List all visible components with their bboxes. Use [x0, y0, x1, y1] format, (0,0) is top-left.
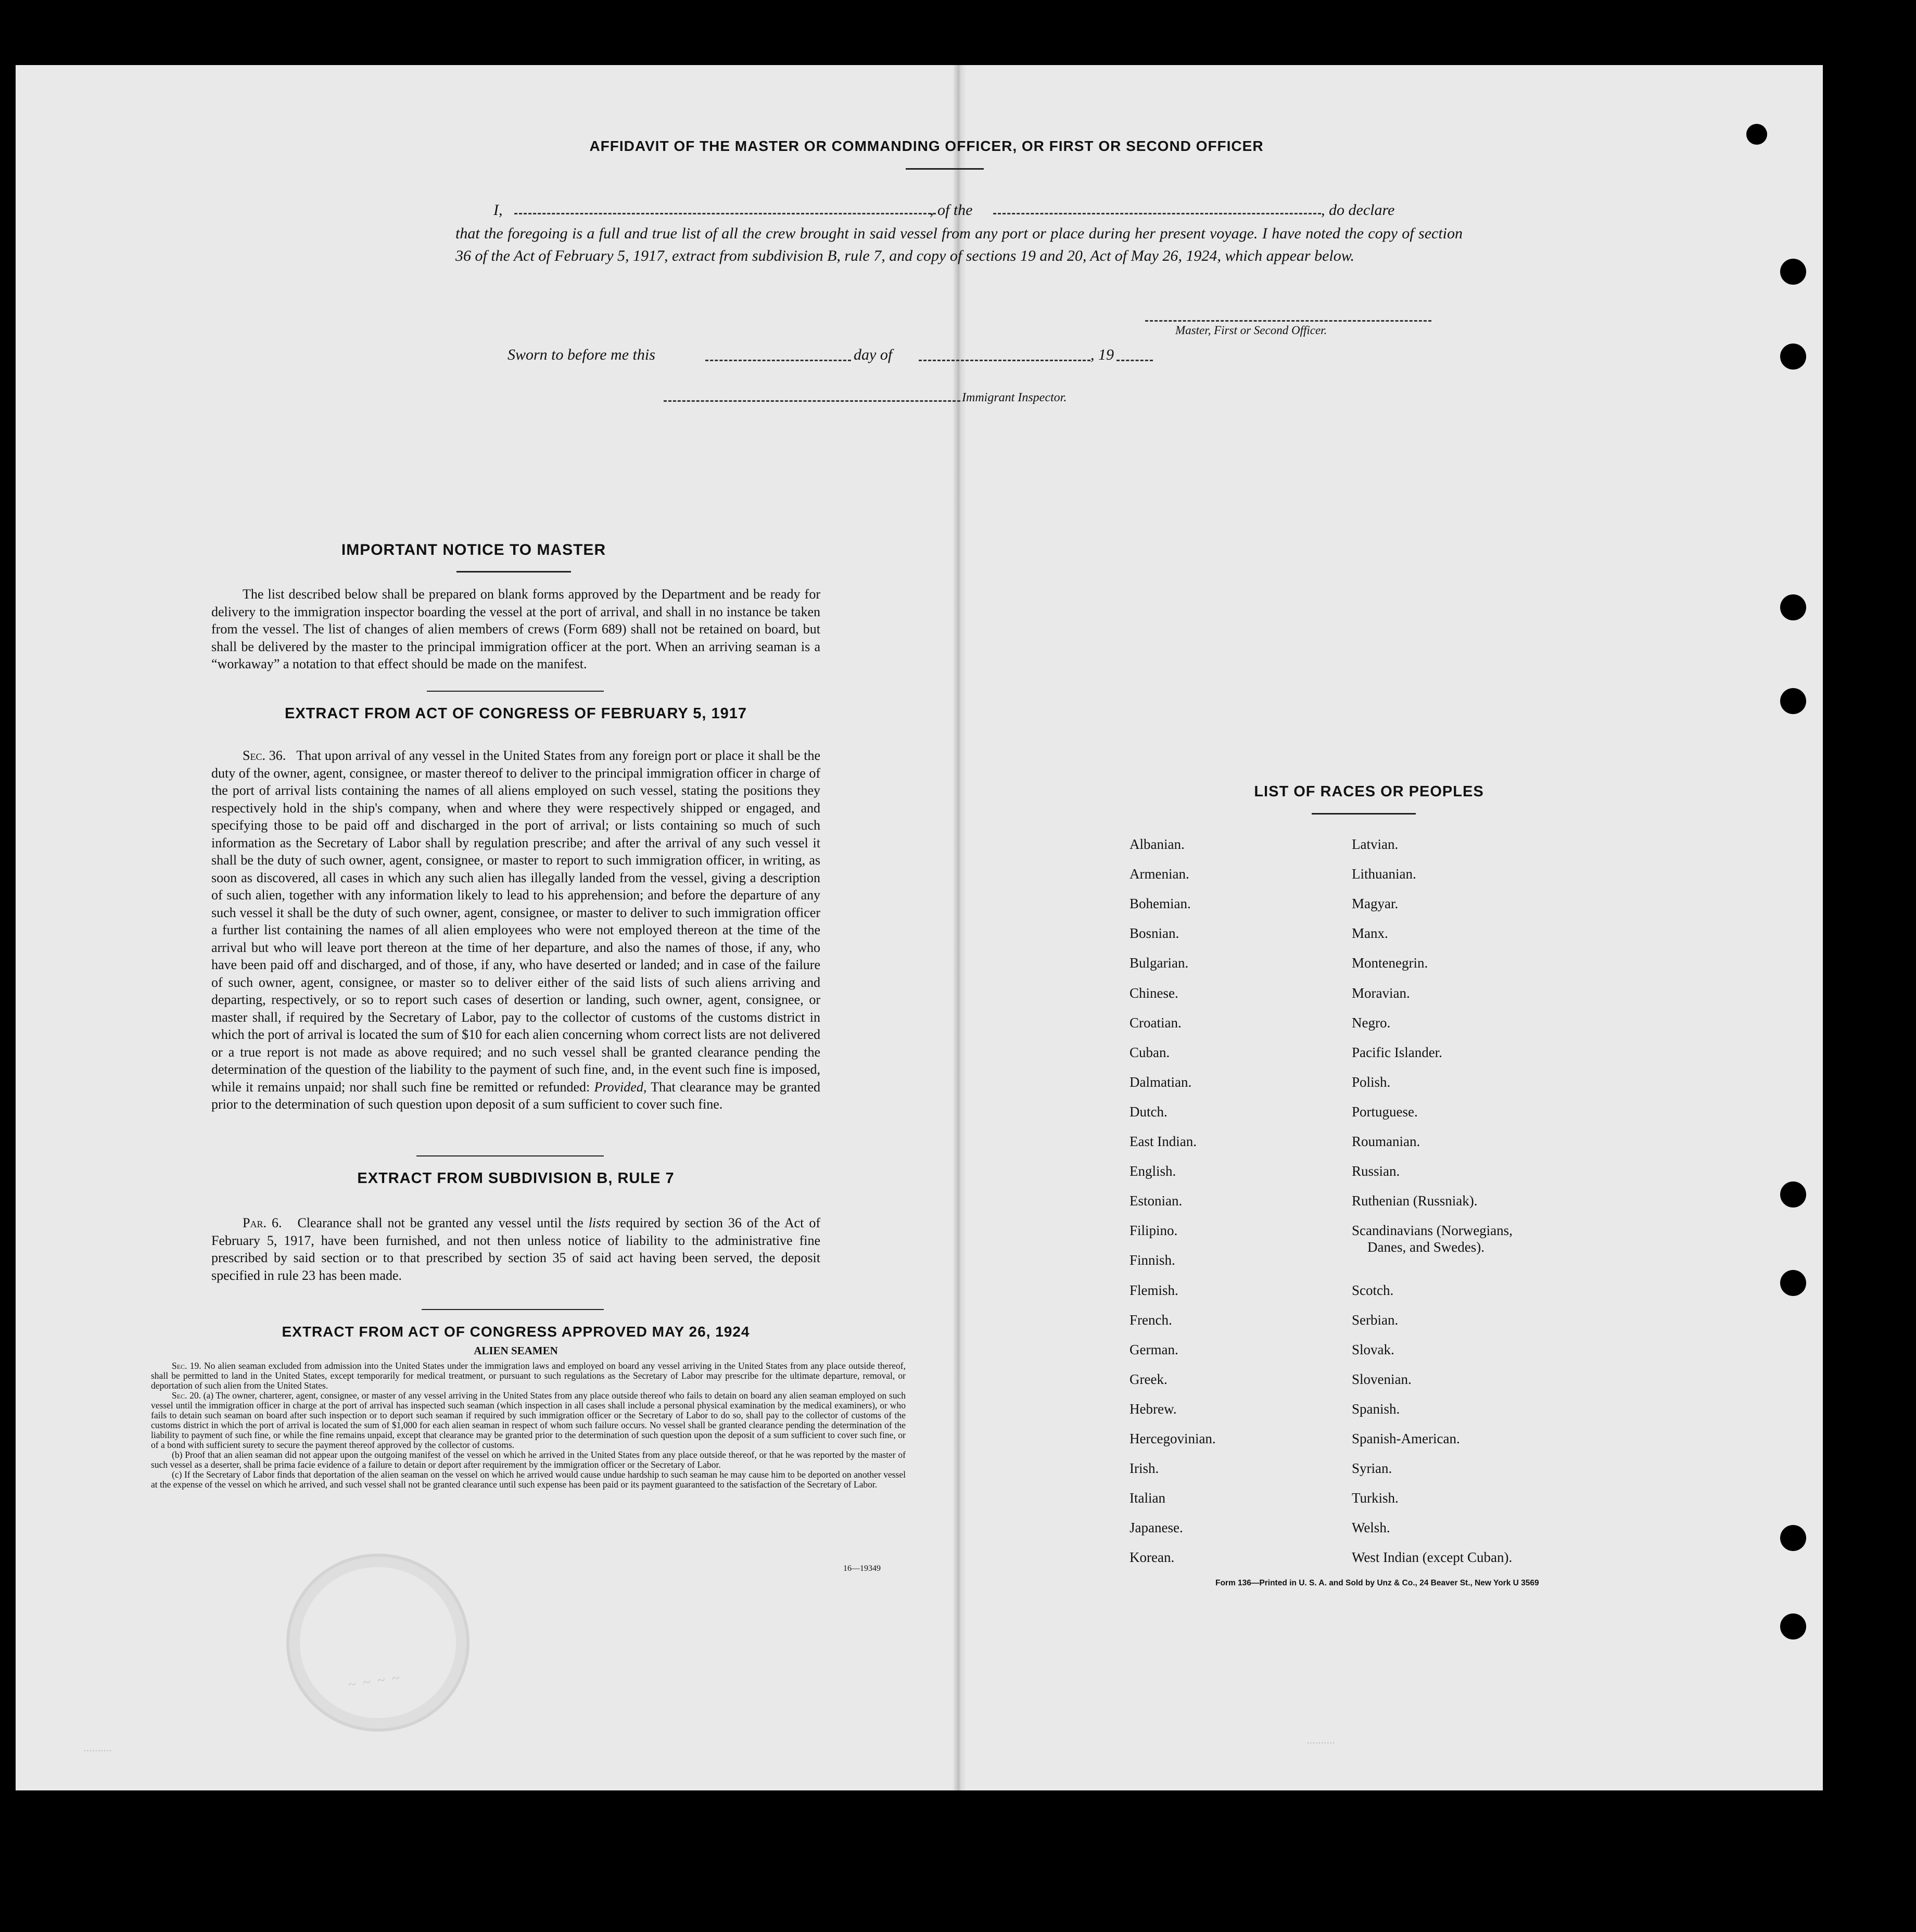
race-item: Dutch.	[1130, 1103, 1168, 1120]
race-item: West Indian (except Cuban).	[1352, 1549, 1513, 1566]
race-item: Scotch.	[1352, 1282, 1394, 1298]
race-item: Filipino.	[1130, 1223, 1178, 1239]
race-item: Finnish.	[1130, 1252, 1175, 1268]
race-item: Cuban.	[1130, 1044, 1170, 1060]
race-item: Latvian.	[1352, 836, 1399, 852]
race-item: Syrian.	[1352, 1460, 1392, 1477]
race-item: Moravian.	[1352, 985, 1410, 1001]
declare-of-the: , of the	[930, 201, 973, 219]
declare-i: I,	[493, 201, 503, 219]
races-title: LIST OF RACES OR PEOPLES	[1254, 783, 1484, 800]
sec36-text: That upon arrival of any vessel in the United States from any foreign port or place it shall be the duty of the owner, agent, consignee, or master thereof to deliver to the principal immigration officer in charge of the port of arrival lists containing the names of all aliens employed on such vessel, stating the positions they respectively hold in the ship's company, when and where they were respectively shipped or engaged, and specifying those to be paid off and discharged in the port of arrival; or lists containing so much of such information as the Secretary of Labor shall by regulation prescribe; and after the arrival of any such vessel it shall be the duty of such owner, agent, consignee, or master to report to such immigration officer, in writing, as soon as discovered, all cases in which any such alien has illegally landed from the vessel, giving a description of such alien, together with any information likely to lead to his apprehension; and before the departure of any such vessel it shall be the duty of such owner, agent, consignee, or master to deliver to such immigration officer a further list containing the names of all alien employees who were not employed thereon at the time of the arrival but who will leave port thereon at the time of her departure, and also the names of those, if any, who have been paid off and discharged, and of those, if any, who have deserted or landed; and in case of the failure of such owner, agent, consignee, or master so to deliver either of the said lists of such aliens arriving and departing, respectively, or so to report such cases of desertion or landing, such owner, agent, consignee, or master shall, if required by the Secretary of Labor, pay to the collector of customs of the customs district in which the port of arrival is located the sum of $10 for each alien concerning whom correct lists are not delivered or a true report is not made as above required; and no such vessel shall be granted clearance pending the determination of the question of the liability to the payment of such fine, and, in the event such fine is imposed, while it remains unpaid; nor shall such fine be remitted or refunded:	[211, 748, 820, 1095]
race-item: Turkish.	[1352, 1490, 1399, 1506]
extract-1924-subtitle: ALIEN SEAMEN	[474, 1344, 558, 1357]
race-item: Lithuanian.	[1352, 866, 1416, 882]
punch-hole-icon	[1780, 1525, 1806, 1551]
race-item: Estonian.	[1130, 1193, 1183, 1209]
sec20c-text: (c) If the Secretary of Labor finds that deportation of the alien seaman on the vessel on which he arrived would cause undue hardship to such seaman he may cause him to be deported on another vessel at the expense of the vessel on which he arrived, and such vessel shall not be granted clearance until such expense has been paid or its payment guaranteed to the satisfaction of the Secretary of Labor.	[151, 1469, 906, 1490]
sec20-label: Sec. 20.	[172, 1390, 201, 1401]
declare-end: , do declare	[1321, 201, 1395, 219]
race-item: Albanian.	[1130, 836, 1185, 852]
race-item: English.	[1130, 1163, 1176, 1179]
race-item: Hercegovinian.	[1130, 1431, 1216, 1446]
race-item: Japanese.	[1130, 1520, 1183, 1536]
race-item: Roumanian.	[1352, 1134, 1420, 1149]
race-item: Portuguese.	[1352, 1103, 1418, 1120]
rule7-divider	[422, 1309, 604, 1310]
sworn-day-blank	[705, 360, 851, 361]
race-item: Hebrew.	[1130, 1401, 1177, 1417]
race-item: East Indian.	[1130, 1134, 1197, 1149]
punch-hole-icon	[1746, 124, 1767, 145]
extract-1917-body	[211, 747, 820, 1113]
sec36-label: Sec. 36.	[243, 748, 286, 763]
rule7-text-b: required by section 36 of the Act of February 5, 1917, have been furnished, and not then unless notice of liability to the administrative fine prescribed by said section or to that prescribed by section 35 of said act having been served, the deposit specified in rule 23 has been made.	[211, 1215, 821, 1283]
document-page	[16, 65, 1823, 1790]
punch-hole-icon	[1780, 344, 1806, 370]
race-item: Croatian.	[1130, 1014, 1182, 1031]
declaration-line	[493, 201, 1555, 219]
inspector-caption: Immigrant Inspector.	[962, 391, 1067, 404]
race-item: German.	[1130, 1341, 1178, 1357]
name-blank	[514, 213, 936, 214]
punch-hole-icon	[1780, 1181, 1806, 1208]
punch-hole-icon	[1780, 1613, 1806, 1639]
notice-divider	[427, 691, 604, 692]
extract-1924-body	[151, 1361, 906, 1490]
extract-1924-title: EXTRACT FROM ACT OF CONGRESS APPROVED MAY 26, 1924	[282, 1324, 750, 1340]
race-item: Armenian.	[1130, 866, 1189, 882]
sec20-text: (a) The owner, charterer, agent, consignee, or master of any vessel arriving in the United States from any place outside thereof who fails to detain on board any alien seaman employed on such vessel until the immigration officer in charge at the port of arrival has inspected such seaman (which inspection in all cases shall include a personal physical examination by the medical examiners), or who fails to detain such seaman on board after such inspection or to deport such seaman if required by such immigration officer or the Secretary of Labor to do so, shall pay to the collector of customs of the customs district in which the port of arrival is located the sum of $1,000 for each alien seaman in respect of whom such failure occurs. No vessel shall be granted clearance pending the determination of the liability to payment of such fine, or while the fine remains unpaid, except that clearance may be granted prior to the determination of such question upon the deposit of a sum sufficient to cover such fine, or of a bond with sufficient surety to secure the payment thereof approved by the collector of customs.	[151, 1390, 906, 1450]
race-item: Korean.	[1130, 1549, 1175, 1566]
rule7-body	[211, 1214, 820, 1284]
race-item: Manx.	[1352, 925, 1388, 942]
par6-label: Par. 6.	[243, 1215, 282, 1230]
race-item: Slovak.	[1352, 1341, 1394, 1357]
race-item: Bulgarian.	[1130, 955, 1189, 971]
race-item: Spanish.	[1352, 1401, 1400, 1417]
punch-hole-icon	[1780, 594, 1806, 620]
race-item: Irish.	[1130, 1460, 1159, 1477]
race-item: Polish.	[1352, 1074, 1391, 1090]
sworn-year-blank	[1116, 360, 1153, 361]
affidavit-title: AFFIDAVIT OF THE MASTER OR COMMANDING OFFICER, OR FIRST OR SECOND OFFICER	[589, 138, 1264, 154]
rule7-title: EXTRACT FROM SUBDIVISION B, RULE 7	[357, 1170, 675, 1187]
race-item: Ruthenian (Russniak).	[1352, 1193, 1478, 1209]
notice-rule	[456, 571, 571, 573]
proviso-word: Provided,	[594, 1079, 647, 1095]
sec20b-text: (b) Proof that an alien seaman did not appear upon the outgoing manifest of the vessel on which he arrived in the United States from any place outside thereof, or that he was reported by the master of such vessel as a deserter, shall be prima facie evidence of a failure to detain or deport after requirement by the immigration officer or the Secretary of Labor.	[151, 1450, 906, 1470]
seal-lettering: ~ ~ ~ ~	[347, 1670, 402, 1693]
consular-seal-icon	[286, 1554, 470, 1732]
race-item: Chinese.	[1130, 985, 1178, 1001]
race-item: Bohemian.	[1130, 896, 1191, 912]
race-item: Danes, and Swedes).	[1367, 1239, 1484, 1255]
race-item: Bosnian.	[1130, 925, 1179, 942]
races-rule	[1312, 813, 1416, 815]
inspector-signature-line	[664, 400, 960, 402]
race-item: Russian.	[1352, 1163, 1400, 1179]
notice-body: The list described below shall be prepared on blank forms approved by the Department and be ready for delivery to the immigration inspector boarding the vessel at the port of arrival, and shall in no instance be taken from the vessel. The list of changes of alien members of crews (Form 689) shall not be retained on board, but shall be delivered by the master to the principal immigration officer at the port. When an arriving seaman is a “workaway” a notation to that effect should be made on the manifest.	[211, 587, 820, 671]
title-rule	[906, 168, 984, 170]
sec19-text: No alien seaman excluded from admission into the United States under the immigration laws and employed on board any vessel arriving in the United States from any place outside thereof, shall be permitted to land in the United States, except temporarily for medical treatment, or pursuant to such regulations as the Secretary of Labor may prescribe for the ultimate departure, removal, or deportation of such alien from the United States.	[151, 1361, 906, 1391]
race-item: Flemish.	[1130, 1282, 1178, 1298]
extract-1917-title: EXTRACT FROM ACT OF CONGRESS OF FEBRUARY 5, 1917	[284, 705, 747, 722]
notice-title: IMPORTANT NOTICE TO MASTER	[341, 541, 606, 558]
sec19-label: Sec. 19.	[172, 1361, 201, 1371]
race-item: Slovenian.	[1352, 1371, 1412, 1387]
sworn-prefix: Sworn to before me this	[507, 346, 655, 363]
race-item: Montenegrin.	[1352, 955, 1428, 971]
affidavit-body: that the foregoing is a full and true list of all the crew brought in said vessel from any port or place during her present voyage. I have noted the copy of section 36 of the Act of February 5, 1917, extract from subdivision B, rule 7, and copy of sections 19 and 20, Act of May 26, 1924, which appear below.	[455, 225, 1463, 264]
race-item: Serbian.	[1352, 1312, 1399, 1328]
bleed-through-mark: ..........	[83, 1741, 112, 1754]
race-item: Scandinavians (Norwegians,	[1352, 1223, 1513, 1239]
race-item: Pacific Islander.	[1352, 1044, 1442, 1060]
form-number: 16—19349	[843, 1564, 881, 1573]
extract-1917-divider	[416, 1155, 604, 1156]
form-footer: Form 136—Printed in U. S. A. and Sold by Unz & Co., 24 Beaver St., New York U 3569	[1215, 1579, 1539, 1587]
bleed-through-mark: ..........	[1306, 1733, 1335, 1746]
lists-word: lists	[588, 1215, 611, 1230]
punch-hole-icon	[1780, 688, 1806, 714]
race-item: French.	[1130, 1312, 1172, 1328]
vessel-blank	[993, 213, 1321, 214]
master-signature-line	[1145, 320, 1431, 322]
race-item: Magyar.	[1352, 896, 1399, 912]
proviso-text: That clearance may be granted prior to the determination of such question upon deposit of a sum sufficient to cover such fine.	[211, 1079, 821, 1112]
punch-hole-icon	[1780, 1270, 1806, 1296]
punch-hole-icon	[1780, 259, 1806, 285]
race-item: Greek.	[1130, 1371, 1168, 1387]
race-item: Spanish-American.	[1352, 1431, 1460, 1446]
sworn-day: day of	[854, 346, 893, 363]
rule7-text-a: Clearance shall not be granted any vessel until the	[297, 1215, 583, 1230]
sworn-month-blank	[919, 360, 1090, 361]
master-caption: Master, First or Second Officer.	[1175, 324, 1327, 337]
race-item: Dalmatian.	[1130, 1074, 1192, 1090]
race-item: Negro.	[1352, 1014, 1391, 1031]
race-item: Italian	[1130, 1490, 1165, 1506]
sworn-year: , 19	[1090, 346, 1114, 363]
center-fold	[953, 65, 966, 1790]
race-item: Welsh.	[1352, 1520, 1390, 1536]
